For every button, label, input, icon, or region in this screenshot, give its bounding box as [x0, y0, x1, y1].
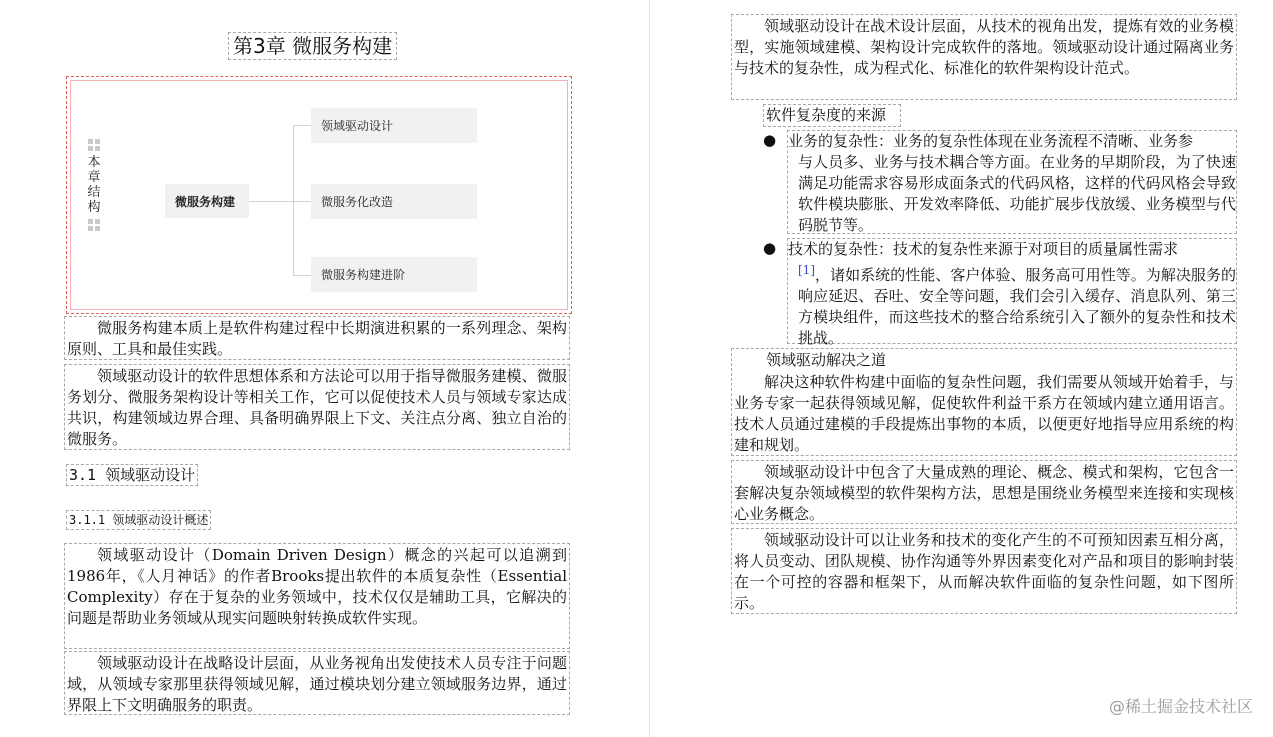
grid-icon	[88, 139, 100, 151]
bullet-icon: ●	[763, 131, 777, 149]
section-heading-3-1: 3.1 领域驱动设计	[66, 464, 198, 486]
right-page	[651, 0, 1273, 737]
connector-line	[293, 275, 311, 276]
paragraph-box	[731, 348, 1237, 456]
bullet-continuation: 与人员多、业务与技术耦合等方面。在业务的早期阶段，为了快速满足功能需求容易形成面条式的代码风格，这样的代码风格会导致软件模块膨胀、开发效率降低、功能扩展步伐放缓、业务模型与代码脱节等。	[798, 153, 1236, 234]
connector-line	[249, 201, 293, 202]
bullet-continuation	[788, 260, 1236, 349]
figure-canvas	[70, 80, 568, 310]
watermark: @稀土掘金技术社区	[1108, 697, 1253, 716]
bullet-first-line: 技术的复杂性：技术的复杂性来源于对项目的质量属性需求	[788, 240, 1179, 258]
paragraph: 领域驱动设计（Domain Driven Design）概念的兴起可以追溯到1986年，《人月神话》的作者Brooks提出软件的本质复杂性（Essential Complexity）存在于复杂的业务领域中，技术仅仅是辅助工具，它解决的问题是帮助业务领域从现实问题映射转换成软件实现。	[67, 546, 567, 627]
figure-branch-node: 微服务化改造	[311, 184, 477, 219]
paragraph-box	[64, 364, 570, 450]
figure-branch-node: 领域驱动设计	[311, 108, 477, 143]
paragraph: 领域驱动设计可以让业务和技术的变化产生的不可预知因素互相分离，将人员变动、团队规模、协作沟通等外界因素变化对产品和项目的影响封装在一个可控的容器和框架下，从而解决软件面临的复杂性问题，如下图所示。	[734, 531, 1234, 612]
side-char: 结	[87, 185, 101, 200]
bullet-item	[763, 238, 1237, 347]
grid-icon	[88, 219, 100, 231]
subheading-solution: 领域驱动解决之道	[766, 351, 887, 369]
paragraph-box	[731, 460, 1237, 524]
chapter-structure-figure	[66, 76, 572, 314]
connector-line	[293, 125, 294, 275]
section-heading-3-1-1: 3.1.1 领域驱动设计概述	[66, 510, 211, 530]
paragraph-box	[731, 528, 1237, 614]
paragraph: 领域驱动设计在战术设计层面，从技术的视角出发，提炼有效的业务模型，实施领域建模、架构设计完成软件的落地。领域驱动设计通过隔离业务与技术的复杂性，成为程式化、标准化的软件架构设计范式。	[734, 17, 1234, 77]
paragraph-box	[64, 651, 570, 715]
bullet-first-line: 业务的复杂性：业务的复杂性体现在业务流程不清晰、业务参	[788, 132, 1194, 150]
paragraph-box	[731, 14, 1237, 100]
bullet-text-box	[787, 238, 1237, 347]
footnote-ref[interactable]: [1]	[798, 263, 815, 277]
figure-branch-node: 微服务构建进阶	[311, 257, 477, 292]
paragraph: 领域驱动设计在战略设计层面，从业务视角出发使技术人员专注于问题域，从领域专家那里获得领域见解，通过模块划分建立领域服务边界，通过界限上下文明确服务的职责。	[67, 654, 567, 714]
side-char: 构	[87, 200, 101, 215]
connector-line	[293, 125, 311, 126]
figure-side-label	[87, 139, 101, 231]
side-char: 章	[87, 170, 101, 185]
bullet-continuation-text: ，诸如系统的性能、客户体验、服务高可用性等。为解决服务的响应延迟、吞吐、安全等问题，我们会引入缓存、消息队列、第三方模块组件，而这些技术的整合给系统引入了额外的复杂性和技术挑战。	[798, 266, 1236, 347]
paragraph-box	[64, 316, 570, 360]
paragraph: 领域驱动设计的软件思想体系和方法论可以用于指导微服务建模、微服务划分、微服务架构设计等相关工作，它可以促使技术人员与领域专家达成共识，构建领域边界合理、具备明确界限上下文、关注点分离、独立自治的微服务。	[67, 367, 567, 448]
connector-line	[293, 201, 311, 202]
figure-root-node: 微服务构建	[165, 184, 249, 218]
bullet-text-box	[787, 130, 1237, 234]
chapter-title: 第3章 微服务构建	[228, 32, 397, 60]
bullet-item	[763, 130, 1237, 234]
paragraph-box	[64, 543, 570, 649]
page-divider	[649, 0, 650, 737]
side-char: 本	[87, 155, 101, 170]
bullet-icon: ●	[763, 239, 777, 257]
subheading-complexity: 软件复杂度的来源	[763, 104, 901, 127]
paragraph: 解决这种软件构建中面临的复杂性问题，我们需要从领域开始着手，与业务专家一起获得领域见解，促使软件利益干系方在领域内建立通用语言。技术人员通过建模的手段提炼出事物的本质，以便更好地指导应用系统的构建和规划。	[734, 373, 1234, 454]
paragraph: 领域驱动设计中包含了大量成熟的理论、概念、模式和架构，它包含一套解决复杂领域模型的软件架构方法，思想是围绕业务模型来连接和实现核心业务概念。	[734, 463, 1234, 523]
paragraph: 微服务构建本质上是软件构建过程中长期演进积累的一系列理念、架构原则、工具和最佳实践。	[67, 319, 567, 358]
